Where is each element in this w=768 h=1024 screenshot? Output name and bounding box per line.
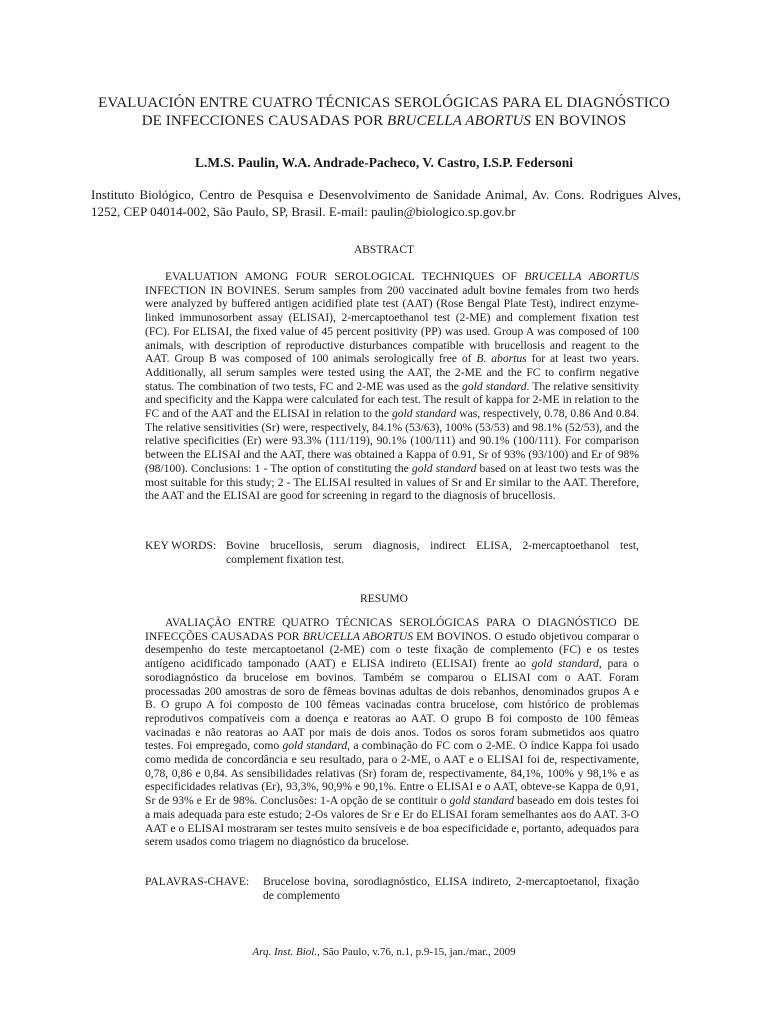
abstract-paragraph: [145, 270, 639, 503]
resumo-italic: gold standard: [282, 739, 348, 753]
resumo-body: [145, 616, 639, 849]
resumo-text: baseado em dois testes foi a mais adequada para este estudo; 2-Os valores de Sr e Er do ELISAI foram semelhantes aos do AAT. 3-O AAT e o ELISAI mostraram ser testes muito sensíveis e de boa especificidade e, portanto, adequados para serem usados como triagem no diagnóstico da brucelose.: [145, 794, 639, 849]
title-line-2-italic: BRUCELLA ABORTUS: [387, 113, 532, 129]
abstract-text: INFECTION IN BOVINES. Serum samples from 200 vaccinated adult bovine females from two herds were analyzed by buffered antigen acidified plate test (AAT) (Rose Bengal Plate Test), indirect enzyme-linked immunosorbent assay (ELISAI), 2-mercaptoethanol test (2-ME) and complement fixation test (FC). For ELISAI, the fixed value of 45 percent positivity (PP) was used. Group A was composed of 100 animals, with description of reproductive disturbances compatible with brucellosis and reagent to the AAT. Group B was composed of 100 animals serologically free of: [145, 283, 639, 366]
abstract-italic: gold standard: [462, 379, 527, 393]
keywords-block: [145, 539, 639, 566]
resumo-italic: BRUCELLA ABORTUS: [302, 629, 414, 643]
abstract-italic: BRUCELLA ABORTUS: [524, 270, 639, 283]
palavras-chave-label: PALAVRAS-CHAVE:: [145, 875, 250, 888]
palavras-chave-block: [145, 875, 639, 902]
palavras-chave-text: Brucelose bovina, sorodiagnóstico, ELISA indireto, 2-mercaptoetanol, fixação de complemento: [263, 875, 639, 902]
abstract-text: . The relative sensitivity and specificity and the Kappa were calculated for each test. The result of kappa for 2-ME in relation to the FC and of the AAT and the ELISAI in relation to the: [145, 379, 639, 421]
resumo-text: AVALIAÇÃO ENTRE QUATRO TÉCNICAS SEROLÓGICAS PARA O DIAGNÓSTICO DE INFECÇÕES CAUSADAS POR: [145, 616, 639, 643]
resumo-text: , a combinação do FC com o 2-ME. O índice Kappa foi usado como medida de concordância e seu resultado, para o 2-ME, o AAT e o ELISAI foi de, respectivamente, 0,78, 0,86 e 0,84. As sensibilidades relativas (Sr) foram de, respectivamente, 84,1%, 100% y 98,1% e as especificidades relativas (Er), 93,3%, 90,9% e 90,1%. Entre o ELISAI e o AAT, obteve-se Kappa de 0,91, Sr de 93% e Er de 98%. Conclusões: 1-A opção de se contituir o: [145, 739, 639, 808]
title-line-1: EVALUACIÓN ENTRE CUATRO TÉCNICAS SEROLÓGICAS PARA EL DIAGNÓSTICO: [98, 95, 670, 111]
keywords-text: Bovine brucellosis, serum diagnosis, indirect ELISA, 2-mercaptoethanol test, complement fixation test.: [226, 539, 639, 566]
resumo-paragraph: [145, 616, 639, 849]
abstract-text: was, respectively, 0.78, 0.86 And 0.84. The relative sensitivities (Sr) were, respectively, 84.1% (53/63), 100% (53/53) and 98.1% (52/53), and the relative specificities (Er) were 93.3% (111/119), 90.1% (100/111) and 90.1% (100/111). For comparison between the ELISAI and the AAT, there was obtained a Kappa of 0.91, Sr of 93% (93/100) and Er of 98% (98/100). Conclusions: 1 - The option of constituting the: [145, 407, 640, 475]
abstract-italic: B. abortus: [476, 352, 527, 366]
author-list: L.M.S. Paulin, W.A. Andrade-Pacheco, V. Castro, I.S.P. Federsoni: [195, 155, 573, 170]
keywords-label: KEY WORDS:: [145, 539, 217, 552]
abstract-heading: ABSTRACT: [353, 244, 415, 256]
journal-name: Arq. Inst. Biol.: [252, 946, 318, 958]
affiliation: Instituto Biológico, Centro de Pesquisa e Desenvolvimento de Sanidade Animal, Av. Cons. Rodrigues Alves, 1252, CEP 04014-002, São Paulo, SP, Brasil. E-mail: paulin@biologico.sp.gov.br: [91, 187, 681, 219]
resumo-italic: gold standard: [531, 657, 599, 671]
abstract-text: based on at least two tests was the most suitable for this study; 2 - The ELISAI resulted in values of Sr and Er similar to the AAT. Therefore, the AAT and the ELISAI are good for screening in regard to the diagnosis of brucellosis.: [145, 461, 640, 503]
abstract-text: EVALUATION AMONG FOUR SEROLOGICAL TECHNIQUES OF: [165, 270, 525, 283]
abstract-text: for at least two years. Additionally, all serum samples were tested using the AAT, the 2-ME and the FC to confirm negative status. The combination of two tests, FC and 2-ME was used as the: [145, 352, 640, 393]
title-line-2: [80, 112, 688, 130]
abstract-body: [145, 270, 639, 503]
resumo-text: , para o sorodiagnóstico da brucelose em bovinos. Também se comparou o ELISAI com o AAT. Foram processadas 200 amostras de soro de fêmeas bovinas adultas de dois rebanhos, denominados grupos A e B. O grupo A foi composto de 100 fêmeas vacinadas contra brucelose, com histórico de problemas reprodutivos compatíveis com a doença e reatoras ao AAT. O grupo B foi composto de 100 fêmeas vacinadas e não reatoras ao AAT por mais de dois anos. Todos os soros foram submetidos aos quatro testes. Foi empregado, como: [145, 657, 639, 753]
resumo-heading: RESUMO: [360, 593, 408, 605]
abstract-italic: gold standard: [411, 461, 477, 475]
title-line-2-pre: DE INFECCIONES CAUSADAS POR: [141, 113, 388, 129]
abstract-italic: gold standard: [391, 407, 457, 421]
journal-details: , São Paulo, v.76, n.1, p.9-15, jan./mar., 2009: [317, 946, 516, 958]
resumo-text: EM BOVINOS. O estudo objetivou comparar o desempenho do teste mercaptoetanol (2-ME) com o teste fixação de complemento (FC) e os testes antígeno acidificado tamponado (AAT) e ELISA indireto (ELISAI) frente ao: [145, 629, 640, 671]
journal-citation: [80, 946, 688, 958]
resumo-italic: gold standard: [449, 794, 515, 808]
title-line-2-post: EN BOVINOS: [531, 113, 627, 129]
article-title: [80, 94, 688, 130]
